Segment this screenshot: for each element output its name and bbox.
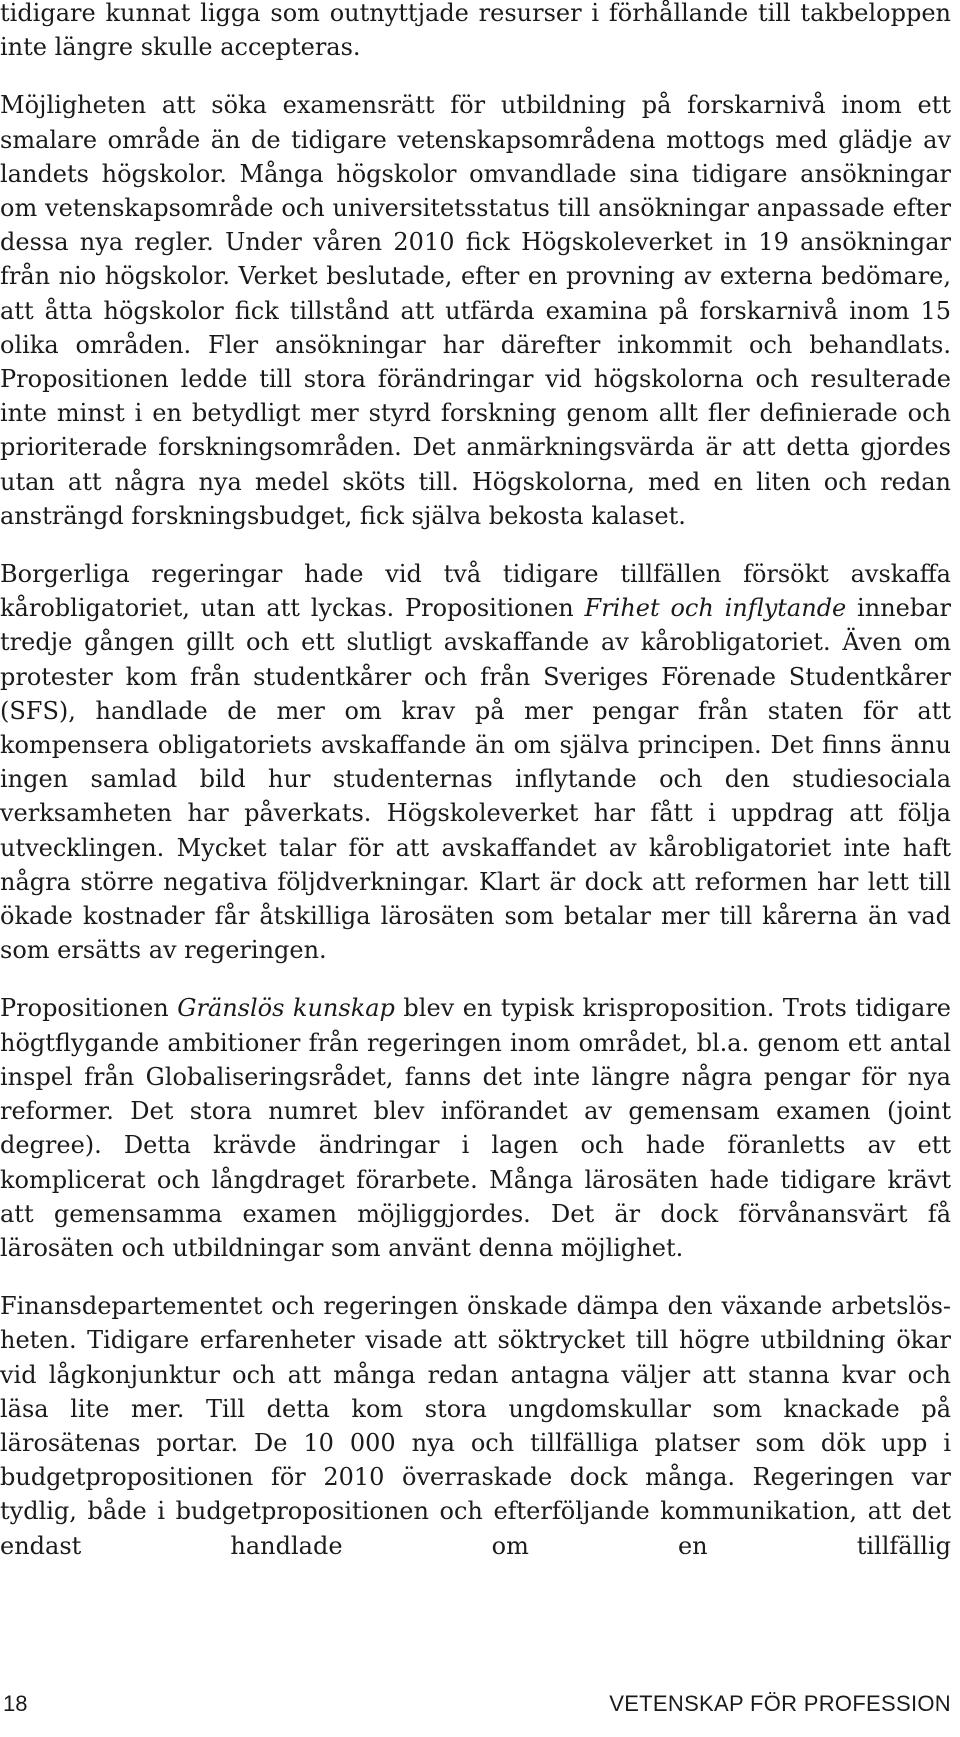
paragraph-finansdepartementet: Finansdepartementet och regeringen önskade dämpa den växande arbetslösheten. Tidigare erfarenheter visade att söktrycket till högre utbildning ökar vid lågkonjunktur och att många redan antagna väljer att stanna kvar och läsa lite mer. Till detta kom stora ungdomskullar som knackade på lärosätenas portar. De 10 000 nya och tillfälliga platser som dök upp i budgetpropositionen för 2010 överraskade dock många. Regeringen var tydlig, både i budgetpropositionen och efterföljande kommunikation, att det endast handlade om en tillfällig <box>0 1292 951 1560</box>
paragraph-continued: tidigare kunnat ligga som outnyttjade resurser i förhållande till takbeloppen inte längre skulle accepteras. <box>0 0 951 62</box>
proposition-title-granslos: Gränslös kunskap <box>177 994 395 1023</box>
paragraph-karobligatoriet <box>0 557 951 967</box>
page-number: 18 <box>3 1691 28 1716</box>
page-footer <box>0 1691 951 1725</box>
paragraph-examensratt: Möjligheten att söka examensrätt för utbildning på forskarnivå inom ett smalare område än de tidigare vetenskapsområdena mottogs med glädje av landets högskolor. Många högskolor omvandlade sina tidigare ansökningar om vetenskapsområde och universitetsstatus till ansökningar anpassade efter dessa nya regler. Under våren 2010 fick Högskoleverket in 19 ansökningar från nio högskolor. Verket beslutade, efter en provning av externa bedömare, att åtta högskolor fick tillstånd att utfärda examina på forskarnivå inom 15 olika områden. Fler ansökningar har därefter inkommit och behandlats. Propositionen ledde till stora förändringar vid högskolorna och resulterade inte minst i en betydligt mer styrd forskning genom allt fler definierade och prioriterade forskningsområden. Det anmärkningsvärda är att detta gjordes utan att några nya medel sköts till. Högskolorna, med en liten och redan ansträngd forskningsbudget, fick själva bekosta kalaset. <box>0 91 951 530</box>
paragraph-text: Propositionen <box>0 994 178 1023</box>
paragraph-text: innebar tredje gången gillt och ett slutligt avskaffande av kårobligatoriet. Även om protester kom från studentkårer och från Sveriges Förenade Studentkårer (SFS), handlade de mer om krav på mer pengar från staten för att kompensera obligatoriets avskaffande än om själva principen. Det finns ännu ingen samlad bild hur studenternas inflytande och den studiesociala verksamheten har påverkats. Högskoleverket har fått i uppdrag att följa utvecklingen. Mycket talar för att avskaffandet av kårobligatoriet inte haft några större negativa följdverkningar. Klart är dock att reformen har lett till ökade kostnader får åtskilliga lärosäten som betalar mer till kårerna än vad som ersätts av regeringen. <box>0 594 951 965</box>
paragraph-text: blev en typisk krisproposition. Trots tidigare högtflygande ambitioner från regeringen inom området, bl.a. genom ett antal inspel från Globaliseringsrådet, fanns det inte längre några pengar för nya reformer. Det stora numret blev införandet av gemensam examen (joint degree). Detta krävde ändringar i lagen och hade föranletts av ett komplicerat och långdraget förarbete. Många lärosäten hade tidigare krävt att gemensamma examen möjliggjordes. Det är dock förvånansvärt få lärosäten och utbildningar som använt denna möjlighet. <box>0 994 951 1262</box>
paragraph-text: Borgerliga regeringar hade vid två tidigare tillfällen försökt avskaffa kårobligatoriet, utan att lyckas. Propositionen <box>0 560 951 623</box>
running-title: VETENSKAP FÖR PROFESSION <box>609 1691 951 1716</box>
paragraph-granslos-kunskap <box>0 991 951 1265</box>
proposition-title-frihet: Frihet och inflytande <box>584 594 847 623</box>
